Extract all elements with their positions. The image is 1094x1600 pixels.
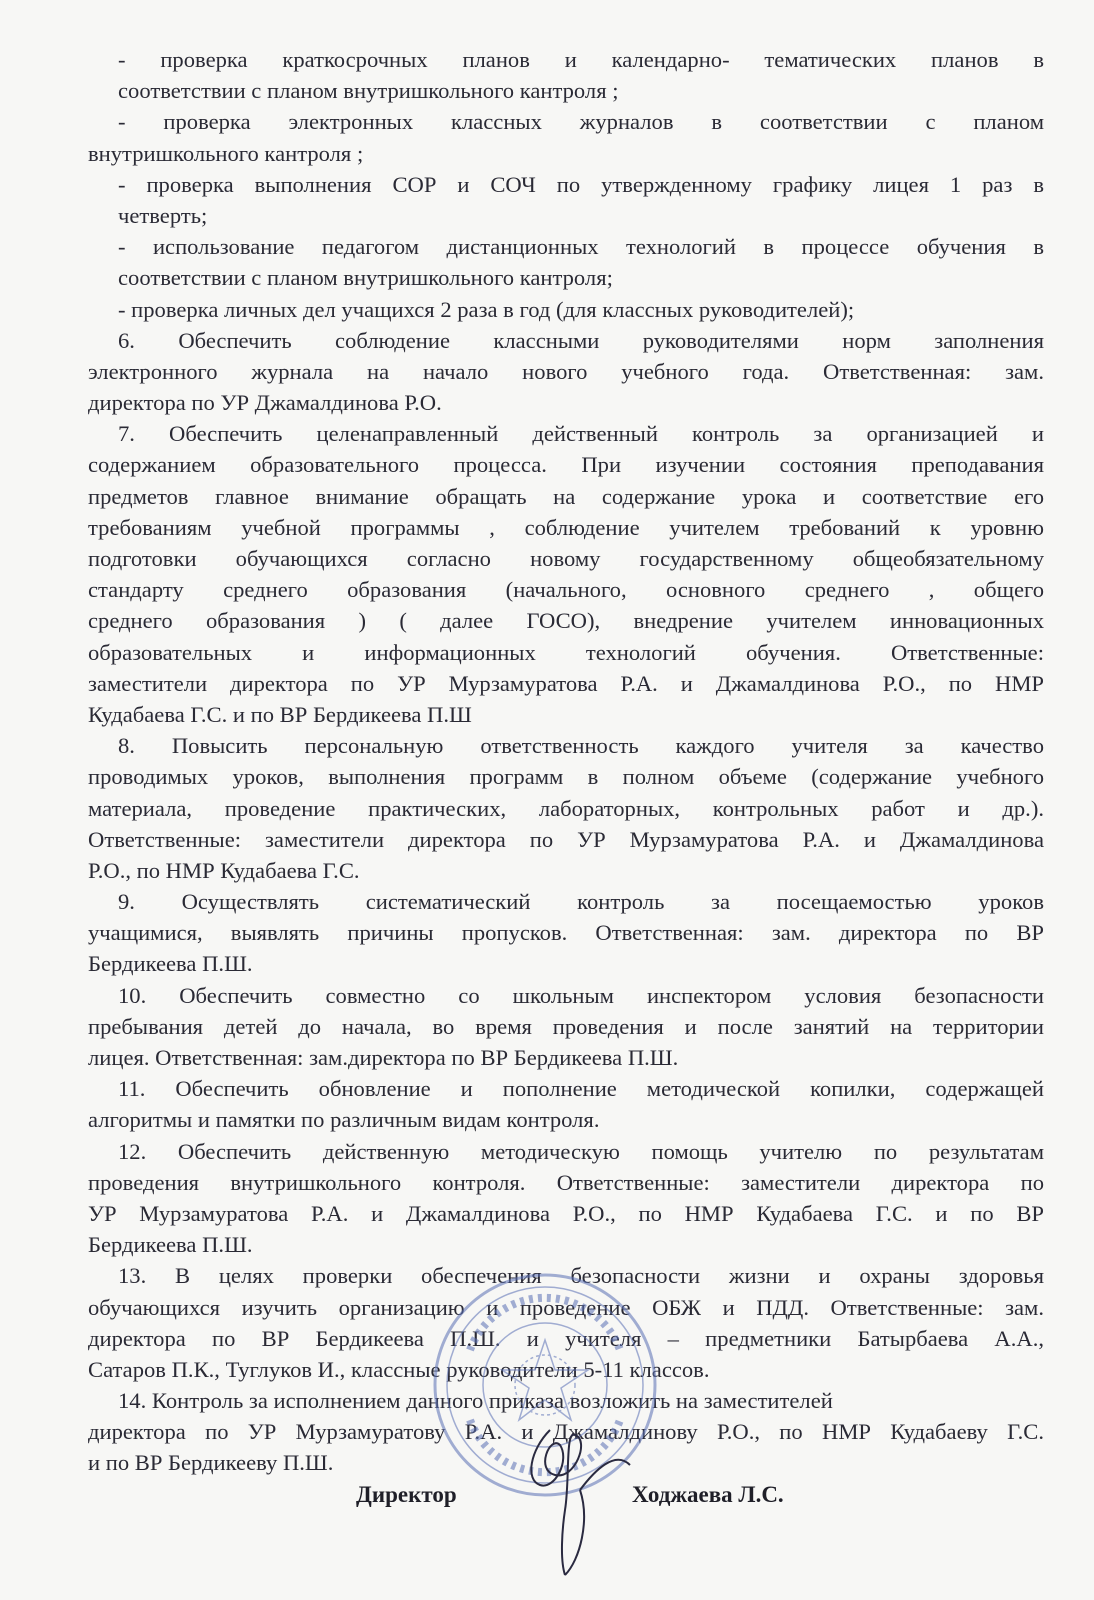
text-line: соответствии с планом внутришкольного кантроля; <box>118 265 613 291</box>
text-line: образовательных и информационных технологий обучения. Ответственные: <box>88 639 1044 665</box>
text-line: проведения внутришкольного контроля. Ответственные: заместители директора по <box>88 1169 1044 1195</box>
document-body <box>88 44 1044 1479</box>
text-line: - использование педагогом дистанционных технологий в процессе обучения в <box>118 234 1044 260</box>
text-line: 14. Контроль за исполнением данного приказа возложить на заместителей <box>118 1388 833 1414</box>
text-line: 8. Повысить персональную ответственность каждого учителя за качество <box>118 733 1044 759</box>
text-line: Ответственные: заместители директора по УР Мурзамуратова Р.А. и Джамалдинова <box>88 826 1044 852</box>
signer-name: Ходжаева Л.С. <box>632 1482 784 1507</box>
text-line: 11. Обеспечить обновление и пополнение методической копилки, содержащей <box>118 1076 1044 1102</box>
signature-block <box>0 1482 1094 1522</box>
text-line: учащимися, выявлять причины пропусков. Ответственная: зам. директора по ВР <box>88 920 1044 946</box>
text-line: электронного журнала на начало нового учебного года. Ответственная: зам. <box>88 358 1044 384</box>
text-line: директора по ВР Бердикеева П.Ш. и учителя – предметники Батырбаева А.А., <box>88 1325 1044 1351</box>
text-line: - проверка выполнения СОР и СОЧ по утвержденному графику лицея 1 раз в <box>118 171 1044 197</box>
text-line: - проверка личных дел учащихся 2 раза в год (для классных руководителей); <box>118 296 855 322</box>
text-line: 12. Обеспечить действенную методическую помощь учителю по результатам <box>118 1138 1044 1164</box>
text-line: Сатаров П.К., Туглуков И., классные руководители 5-11 классов. <box>88 1356 710 1382</box>
text-line: 13. В целях проверки обеспечения безопасности жизни и охраны здоровья <box>118 1263 1044 1289</box>
text-line: подготовки обучающихся согласно новому государственному общеобязательному <box>88 546 1044 571</box>
text-line: среднего образования ) ( далее ГОСО), внедрение учителем инновационных <box>88 608 1044 634</box>
text-line: заместители директора по УР Мурзамуратова Р.А. и Джамалдинова Р.О., по НМР <box>88 670 1044 696</box>
text-line: Р.О., по НМР Кудабаева Г.С. <box>88 857 360 883</box>
text-line: пребывания детей до начала, во время проведения и после занятий на территории <box>88 1013 1044 1039</box>
text-line: Бердикеева П.Ш. <box>88 1232 253 1258</box>
text-line: требованиям учебной программы , соблюдение учителем требований к уровню <box>88 514 1044 540</box>
text-line: стандарту среднего образования (начального, основного среднего , общего <box>88 577 1044 603</box>
text-line: и по ВР Бердикееву П.Ш. <box>88 1450 334 1476</box>
text-line: алгоритмы и памятки по различным видам контроля. <box>88 1107 600 1133</box>
text-line: соответствии с планом внутришкольного кантроля ; <box>118 78 619 104</box>
text-line: содержанием образовательного процесса. При изучении состояния преподавания <box>88 452 1044 478</box>
text-line: УР Мурзамуратова Р.А. и Джамалдинова Р.О., по НМР Кудабаева Г.С. и по ВР <box>88 1200 1044 1226</box>
text-line: 7. Обеспечить целенаправленный действенный контроль за организацией и <box>118 421 1044 447</box>
text-line: директора по УР Мурзамуратову Р.А. и Джамалдинову Р.О., по НМР Кудабаеву Г.С. <box>88 1419 1044 1445</box>
text-line: материала, проведение практических, лабораторных, контрольных работ и др.). <box>88 795 1044 821</box>
text-line: - проверка краткосрочных планов и календарно- тематических планов в <box>118 47 1044 72</box>
text-line: предметов главное внимание обращать на содержание урока и соответствие его <box>88 483 1044 509</box>
text-line: внутришкольного кантроля ; <box>88 140 364 166</box>
text-line: 9. Осуществлять систематический контроль за посещаемостью уроков <box>118 889 1044 915</box>
text-line: Бердикеева П.Ш. <box>88 951 253 977</box>
text-line: четверть; <box>118 202 208 228</box>
text-line: 10. Обеспечить совместно со школьным инспектором условия безопасности <box>118 982 1044 1008</box>
text-line: лицея. Ответственная: зам.директора по ВР Бердикеева П.Ш. <box>88 1045 679 1070</box>
signer-title: Директор <box>356 1482 457 1507</box>
text-line: обучающихся изучить организацию и проведение ОБЖ и ПДД. Ответственные: зам. <box>88 1294 1044 1320</box>
text-line: проводимых уроков, выполнения программ в полном объеме (содержание учебного <box>88 764 1044 790</box>
text-line: Кудабаева Г.С. и по ВР Бердикеева П.Ш <box>88 701 472 727</box>
text-line: 6. Обеспечить соблюдение классными руководителями норм заполнения <box>118 327 1044 353</box>
text-line: директора по УР Джамалдинова Р.О. <box>88 390 442 416</box>
text-line: - проверка электронных классных журналов в соответствии с планом <box>118 109 1044 135</box>
